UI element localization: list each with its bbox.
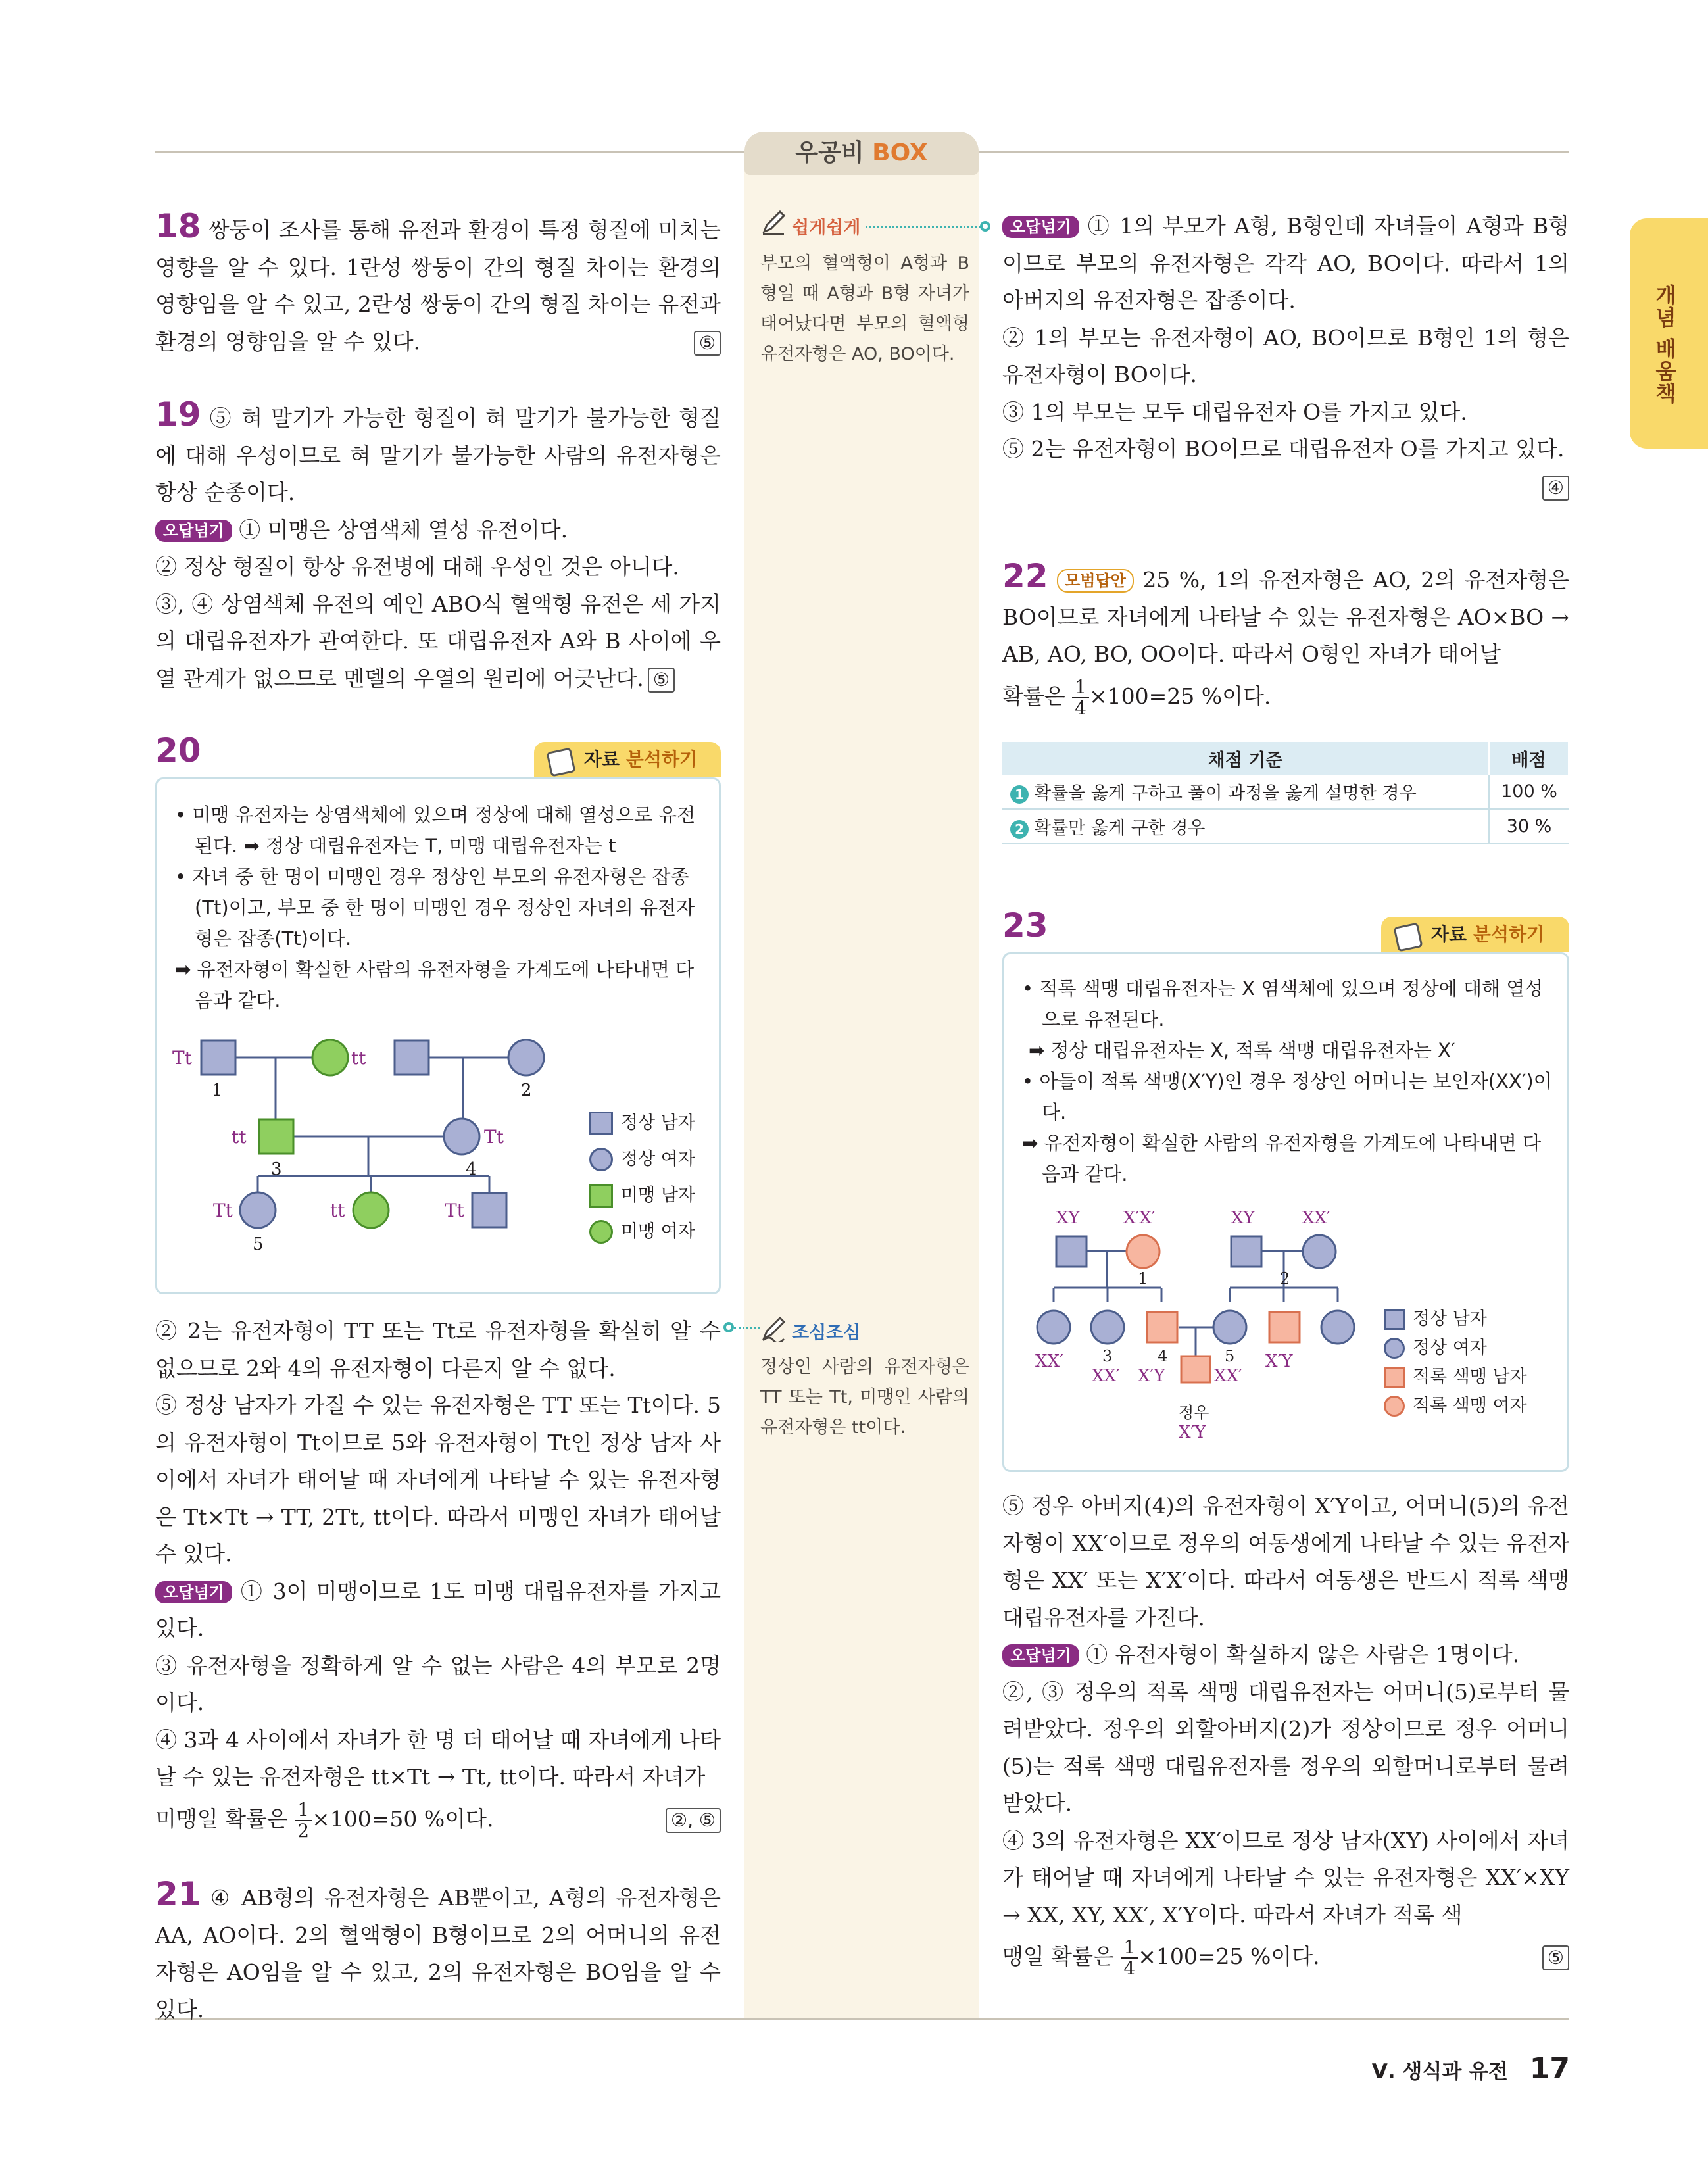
svg-text:X′Y: X′Y [1138,1366,1165,1386]
svg-text:XX′: XX′ [1035,1352,1063,1371]
svg-text:tt: tt [232,1126,247,1148]
svg-text:2: 2 [1280,1269,1290,1288]
pedigree-male-1 [201,1040,235,1075]
svg-text:1: 1 [1138,1269,1148,1288]
wrong-answer-badge: 오답넘기 [1002,1644,1079,1667]
legend-normal-female-icon [1384,1338,1405,1359]
pedigree-female-7 [1321,1311,1354,1344]
legend-colorblind-male-icon [1384,1367,1405,1388]
svg-text:Tt: Tt [213,1200,233,1221]
q18 [155,208,721,361]
easy-tip-text: 부모의 혈액형이 A형과 B형일 때 A형과 B형 자녀가 태어났다면 부모의 혈액형 유전자형은 AO, BO이다. [760,253,969,364]
model-answer-badge: 모범답안 [1057,569,1134,593]
legend-taste-blind-male-icon [589,1184,613,1208]
pedigree-female-4 [444,1119,479,1154]
legend-normal-female-icon [589,1148,613,1171]
table-row: 2 확률만 옳게 구한 경우 30 % [1002,809,1569,843]
pedigree-male-4 [1147,1312,1177,1342]
svg-text:Tt: Tt [484,1126,504,1148]
scoring-table [1002,742,1569,844]
pedigree-female-b [1127,1235,1159,1268]
answer-badge: ⑤ [1542,1945,1569,1970]
question-number: 19 [155,395,201,433]
data-analysis-tag: 자료 분석하기 [534,742,721,777]
connector-dot [980,221,990,232]
legend-colorblind-female-icon [1384,1396,1405,1417]
svg-text:tt: tt [330,1200,345,1221]
answer-badge: ⑤ [694,331,721,356]
svg-text:3: 3 [1102,1347,1113,1365]
svg-text:1: 1 [212,1081,223,1100]
q23-pedigree [1026,1204,1368,1454]
pedigree-female-2 [508,1040,544,1075]
legend-normal-male-icon [1384,1309,1405,1330]
svg-text:3: 3 [271,1160,282,1179]
fraction: $\frac{1}{4}$ [1072,677,1089,718]
answer-badge: ④ [1542,476,1569,501]
pedigree-female-5 [240,1192,276,1228]
svg-text:4: 4 [1158,1347,1168,1365]
question-number: 18 [155,207,201,245]
q21: 21 ④ AB형의 유전자형은 AB뿐이고, A형의 유전자형은 AA, AO이다. 2의 혈액형이 B형이므로 2의 어머니의 유전자형은 AO임을 알 수 있고, 2의 유전자형은 BO임을 알 수 있다. [155,1875,721,2022]
svg-text:4: 4 [466,1160,477,1179]
q20-legend: 정상 남자 정상 여자 미맹 남자 미맹 여자 [589,1105,695,1250]
svg-text:5: 5 [1225,1347,1235,1365]
pedigree-female-xx1 [1037,1311,1070,1344]
clipboard-icon [546,747,575,777]
svg-text:Tt: Tt [172,1047,192,1069]
q20-pedigree [168,1026,576,1269]
q21-continued: 오답넘기 ① 1의 부모가 A형, B형인데 자녀들이 A형과 B형이므로 부모의 유전자형은 각각 AO, BO이다. 따라서 1의 아버지의 유전자형은 잡종이다. ② 1의 부모는 유전자형이 AO, BO이므로 B형인 1의 형은 유전자형이 BO이다. ③ 1의 부모는 모두 대립유전자 O를 가지고 있다. ⑤ 2는 유전자형이 BO이므로 대립유전자 O를 가지고 있다. ④ [1002,208,1569,505]
q20-data-text: • 미맹 유전자는 상염색체에 있으며 정상에 대해 열성으로 유전된다. ➡ 정상 대립유전자는 T, 미맹 대립유전자는 t • 자녀 중 한 명이 미맹인 경우 정상인 부모의 유전자형은 잡종(Tt)이고, 부모 중 한 명이 미맹인 경우 정상인 자녀의 유전자형은 잡종(Tt)이다. ➡ 유전자형이 확실한 사람의 유전자형을 가계도에 나타내면 다음과 같다. [175,804,696,1012]
q23-legend: 정상 남자 정상 여자 적록 색맹 남자 적록 색맹 여자 [1384,1305,1527,1421]
pencil-icon [760,209,787,235]
pedigree-male-c [1231,1236,1261,1267]
points-header: 배점 [1489,742,1569,775]
pedigree-female-5 [1213,1311,1246,1344]
q18-text: 쌍둥이 조사를 통해 유전과 환경이 특정 형질에 미치는 영향을 알 수 있다. 1란성 쌍둥이 간의 형질 차이는 환경의 영향임을 알 수 있고, 2란성 쌍둥이 간의 형질 차이는 유전과 환경의 영향임을 알 수 있다. [155,217,721,354]
q23-number: 23 [1002,906,1048,944]
pedigree-female-3 [1091,1311,1124,1344]
q20-explanation: ② 2는 유전자형이 TT 또는 Tt로 유전자형을 확실히 알 수 없으므로 2와 4의 유전자형이 다른지 알 수 없다. ⑤ 정상 남자가 가질 수 있는 유전자형은 TT 또는 Tt이다. 5의 유전자형이 Tt이므로 5와 유전자형이 Tt인 정상 남자 사이에서 자녀가 태어날 때 자녀에게 나타날 수 있는 유전자형은 Tt×Tt → TT, 2Tt, tt이다. 따라서 미맹인 자녀가 태어날 수 있다. 오답넘기 ① 3이 미맹이므로 1도 미맹 대립유전자를 가지고 있다. ③ 유전자형을 정확하게 알 수 없는 사람은 4의 부모로 2명이다. ④ 3과 4 사이에서 자녀가 한 명 더 태어날 때 자녀에게 나타날 수 있는 유전자형은 tt×Tt → Tt, tt이다. 따라서 자녀가 미맹일 확률은 $\frac{1}{2}$ ×100=50 %이다. ②, ⑤ [155,1318,721,1842]
question-number: 22 [1002,557,1048,595]
q19-text: ⑤ 혀 말기가 가능한 형질이 혀 말기가 불가능한 형질에 대해 우성이므로 혀 말기가 불가능한 사람의 유전자형은 항상 순종이다. [155,405,721,505]
wrong-answer-badge: 오답넘기 [1002,216,1079,238]
q22: 22 모범답안 25 %, 1의 유전자형은 AO, 2의 유전자형은 BO이므로 자녀에게 나타날 수 있는 유전자형은 AO×BO → AB, AO, BO, OO이다. 따라서 O형인 자녀가 태어날 확률은 $\frac{1}{4}$ ×100=25 %이다. [1002,557,1569,719]
svg-text:X′Y: X′Y [1265,1352,1293,1371]
connector-dot [723,1322,734,1332]
svg-text:XX′: XX′ [1214,1366,1242,1386]
svg-text:tt: tt [351,1047,366,1069]
connector-line [866,226,981,228]
data-analysis-tag: 자료 분석하기 [1381,917,1569,952]
svg-text:XY: XY [1056,1208,1080,1228]
question-number: 21 [155,1875,201,1913]
caution-pen-icon [760,1315,787,1342]
wrong-answer-badge: 오답넘기 [155,520,232,542]
caution-tip-text: 정상인 사람의 유전자형은 TT 또는 Tt, 미맹인 사람의 유전자형은 tt이다. [760,1357,969,1438]
box-header: 우공비 BOX [744,132,979,175]
page-footer [1372,2052,1570,2086]
box-column [744,153,979,2018]
clipboard-icon [1393,922,1423,952]
q20-number: 20 [155,731,201,770]
q19: 19 ⑤ 혀 말기가 가능한 형질이 혀 말기가 불가능한 형질에 대해 우성이므로 혀 말기가 불가능한 사람의 유전자형은 항상 순종이다. 오답넘기 ① 미맹은 상염색체 열성 유전이다. ② 정상 형질이 항상 유전병에 대해 우성인 것은 아니다. ③, ④ 상염색체 유전의 예인 ABO식 혈액형 유전은 세 가지의 대립유전자가 관여한다. 또 대립유전자 A와 B 사이에 우열 관계가 없으므로 멘델의 우열의 원리에 어긋난다. ⑤ [155,395,721,691]
svg-text:XX′: XX′ [1092,1366,1120,1386]
pedigree-male-jeongwoo [1181,1356,1210,1382]
svg-text:5: 5 [253,1234,264,1254]
easy-tip-title: 쉽게쉽게 [792,218,861,238]
pedigree-female-tt2 [353,1192,389,1228]
legend-taste-blind-female-icon [589,1220,613,1244]
table-row: 1 확률을 옳게 구하고 풀이 과정을 옳게 설명한 경우 100 % [1002,775,1569,809]
pedigree-female-2 [1303,1235,1336,1268]
pedigree-male-6 [1269,1312,1300,1342]
connector-line [734,1327,760,1329]
criteria-header: 채점 기준 [1002,742,1489,775]
pedigree-male-tt3 [472,1193,506,1227]
svg-text:2: 2 [521,1081,532,1100]
svg-text:XX′: XX′ [1302,1208,1330,1228]
svg-text:X′X′: X′X′ [1123,1208,1156,1228]
pedigree-male-a [1056,1236,1086,1267]
legend-normal-male-icon [589,1112,613,1135]
pedigree-male-gp [395,1040,429,1075]
page-number: 17 [1529,2052,1570,2086]
section-title: Ⅴ. 생식과 유전 [1371,2060,1508,2084]
caution-tip-title: 조심조심 [792,1323,861,1343]
pedigree-male-3 [259,1119,293,1154]
svg-text:정우: 정우 [1179,1404,1209,1422]
answer-badge: ②, ⑤ [666,1808,721,1833]
side-chapter-tab[interactable]: 개념 배움책 [1630,218,1708,449]
answer-badge: ⑤ [648,668,675,693]
q23-explanation: ⑤ 정우 아버지(4)의 유전자형이 X′Y이고, 어머니(5)의 유전자형이 XX′이므로 정우의 여동생에게 나타날 수 있는 유전자형은 XX′ 또는 X′X′이다. 따라서 여동생은 반드시 적록 색맹 대립유전자를 가진다. 오답넘기 ① 유전자형이 확실하지 않은 사람은 1명이다. ②, ③ 정우의 적록 색맹 대립유전자는 어머니(5)로부터 물려받았다. 정우의 외할아버지(2)가 정상이므로 정우 어머니(5)는 적록 색맹 대립유전자를 정우의 외할머니로부터 물려받았다. ④ 3의 유전자형은 XX′이므로 정상 남자(XY) 사이에서 자녀가 태어날 때 자녀에게 나타날 수 있는 유전자형은 XX′×XY → XX, XY, XX′, X′Y이다. 따라서 자녀가 적록 색 맹일 확률은 $\frac{1}{4}$ ×100=25 %이다. ⑤ [1002,1493,1569,1979]
pedigree-female-tt [312,1040,348,1075]
fraction: $\frac{1}{2}$ [295,1800,312,1841]
fraction: $\frac{1}{4}$ [1121,1938,1138,1978]
q23-data-text: • 적록 색맹 대립유전자는 X 염색체에 있으며 정상에 대해 열성으로 유전된다. ➡ 정상 대립유전자는 X, 적록 색맹 대립유전자는 X′ • 아들이 적록 색맹(X′Y)인 경우 정상인 어머니는 보인자(XX′)이다. ➡ 유전자형이 확실한 사람의 유전자형을 가계도에 나타내면 다음과 같다. [1022,977,1552,1185]
svg-text:X′Y: X′Y [1179,1423,1206,1442]
wrong-answer-badge: 오답넘기 [155,1581,232,1603]
svg-text:XY: XY [1231,1208,1255,1228]
svg-text:Tt: Tt [445,1200,464,1221]
